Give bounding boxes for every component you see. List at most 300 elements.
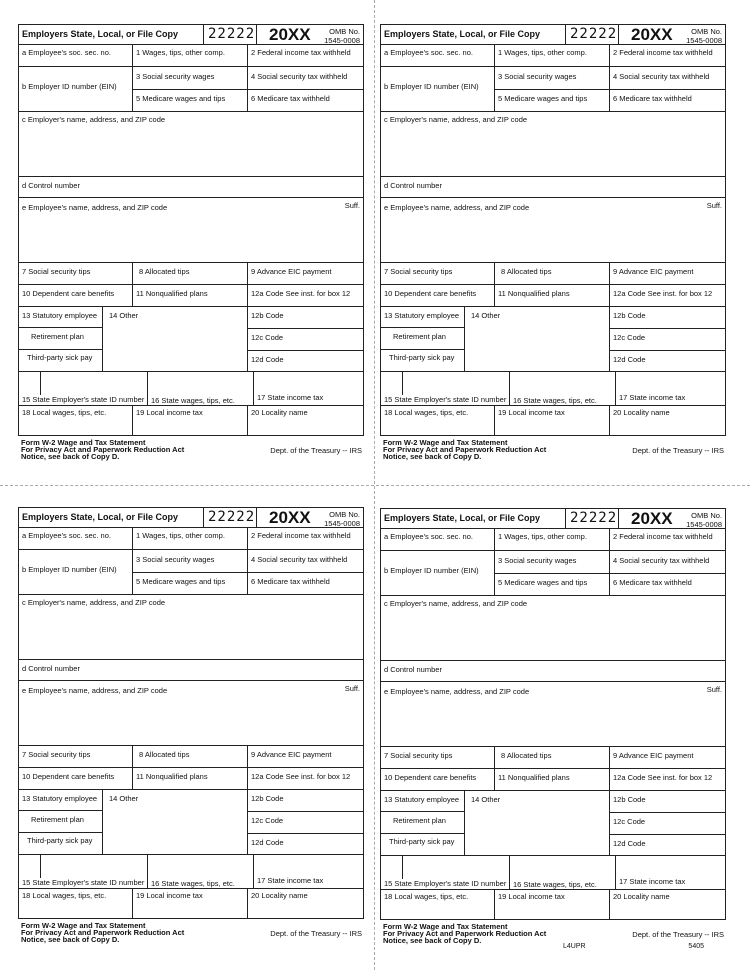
box-a[interactable] — [18, 527, 133, 550]
box-13-divider-2 — [18, 349, 103, 350]
omb-number — [686, 511, 722, 529]
box-12d[interactable] — [609, 350, 726, 372]
copy-d-notice: Notice, see back of Copy D. — [383, 452, 482, 461]
box-13-divider-2 — [380, 349, 465, 350]
dept-treasury-label: Dept. of the Treasury -- IRS — [270, 446, 362, 455]
form-name: Form W-2 Wage and Tax Statement — [383, 438, 508, 447]
box-12a[interactable] — [609, 284, 726, 307]
box-12c[interactable] — [247, 811, 364, 834]
year-box — [257, 24, 364, 45]
form-title: Employers State, Local, or File Copy — [22, 29, 179, 39]
box-6-label: 6 Medicare tax withheld — [251, 94, 330, 103]
box-11-label: 11 Nonqualified plans — [136, 289, 208, 298]
box-12a-label: 12a Code See inst. for box 12 — [613, 289, 713, 298]
box-19[interactable] — [132, 888, 248, 919]
box-d[interactable] — [18, 176, 364, 198]
box-7[interactable] — [380, 746, 495, 769]
box-18[interactable] — [18, 405, 133, 436]
box-17-label: 17 State income tax — [619, 877, 686, 886]
box-11[interactable] — [132, 767, 248, 790]
box-20[interactable] — [247, 405, 364, 436]
box-4[interactable] — [247, 549, 364, 573]
box-11[interactable] — [132, 284, 248, 307]
box-5-label: 5 Medicare wages and tips — [498, 578, 588, 587]
box-8[interactable] — [132, 262, 248, 285]
box-4[interactable] — [609, 550, 726, 574]
box-18[interactable] — [18, 888, 133, 919]
box-e[interactable] — [380, 197, 726, 263]
box-9[interactable] — [609, 746, 726, 769]
box-13-divider-1 — [380, 327, 465, 328]
box-9-label: 9 Advance EIC payment — [251, 750, 332, 759]
box-19[interactable] — [494, 405, 610, 436]
w2-form-bottom-right — [380, 508, 726, 950]
box-20-label: 20 Locality name — [613, 892, 670, 901]
box-d-label: d Control number — [22, 664, 80, 673]
box-2-label: 2 Federal income tax withheld — [613, 532, 713, 541]
box-13-divider-1 — [18, 810, 103, 811]
year-box — [257, 507, 364, 528]
box-12a[interactable] — [247, 767, 364, 790]
box-13-divider-2 — [18, 832, 103, 833]
box-2[interactable] — [247, 44, 364, 67]
box-12c-label: 12c Code — [251, 333, 284, 342]
box-12d-label: 12d Code — [251, 355, 284, 364]
box-1-label: 1 Wages, tips, other comp. — [136, 48, 225, 57]
box-6[interactable] — [609, 573, 726, 596]
box-7[interactable] — [18, 262, 133, 285]
copy-d-notice: Notice, see back of Copy D. — [21, 452, 120, 461]
box-7-label: 7 Social security tips — [384, 267, 453, 276]
retirement-plan-checkbox[interactable]: Retirement plan — [393, 816, 446, 825]
retirement-plan-checkbox[interactable]: Retirement plan — [31, 815, 84, 824]
box-d-label: d Control number — [384, 181, 442, 190]
box-14[interactable] — [464, 306, 610, 372]
box-b[interactable] — [380, 66, 495, 112]
box-9-label: 9 Advance EIC payment — [251, 267, 332, 276]
box-d[interactable] — [18, 659, 364, 681]
box-12b-label: 12b Code — [613, 795, 646, 804]
omb-value: 1545-0008 — [686, 36, 722, 45]
box-19[interactable] — [494, 889, 610, 920]
box-12c-label: 12c Code — [613, 333, 646, 342]
box-19-label: 19 Local income tax — [136, 408, 203, 417]
dept-treasury-label: Dept. of the Treasury -- IRS — [632, 930, 724, 939]
box-c[interactable] — [380, 111, 726, 177]
dept-treasury — [270, 923, 362, 941]
box-4-label: 4 Social security tax withheld — [251, 555, 348, 564]
box-7-label: 7 Social security tips — [22, 267, 91, 276]
statutory-employee-checkbox[interactable]: 13 Statutory employee — [384, 311, 460, 320]
box-13-divider-1 — [380, 811, 465, 812]
form-title-box — [18, 24, 204, 45]
box-11[interactable] — [494, 284, 610, 307]
omb-label: OMB No. — [329, 27, 360, 36]
box-2[interactable] — [609, 44, 726, 67]
box-16-label: 16 State wages, tips, etc. — [151, 396, 235, 405]
box-e[interactable] — [18, 197, 364, 263]
box-3[interactable] — [494, 66, 610, 90]
omb-number — [324, 510, 360, 528]
box-12d[interactable] — [247, 833, 364, 855]
box-14-label: 14 Other — [109, 311, 139, 320]
box-16[interactable] — [147, 854, 254, 889]
box-20-label: 20 Locality name — [613, 408, 670, 417]
box-19-label: 19 Local income tax — [498, 892, 565, 901]
box-15-label: 15 State Employer's state ID number — [22, 395, 145, 404]
box-16[interactable] — [509, 855, 616, 890]
box-b[interactable] — [18, 549, 133, 595]
box-6-label: 6 Medicare tax withheld — [613, 578, 692, 587]
box-3-label: 3 Social security wages — [136, 555, 215, 564]
box-d-label: d Control number — [22, 181, 80, 190]
box-e[interactable] — [380, 681, 726, 747]
box-15[interactable] — [380, 371, 510, 406]
box-c-label: c Employer's name, address, and ZIP code — [384, 115, 528, 124]
box-15-divider — [40, 854, 41, 878]
tax-year: 20XX — [269, 508, 311, 527]
box-e[interactable] — [18, 680, 364, 746]
box-12b[interactable] — [247, 306, 364, 329]
box-19-label: 19 Local income tax — [498, 408, 565, 417]
box-c-label: c Employer's name, address, and ZIP code — [22, 598, 166, 607]
box-17[interactable] — [253, 854, 364, 889]
box-15-divider — [402, 371, 403, 395]
box-15[interactable] — [18, 854, 148, 889]
box-15-label: 15 State Employer's state ID number — [384, 879, 507, 888]
w2-form-top-left — [18, 24, 364, 461]
suffix-label: Suff. — [706, 201, 722, 210]
box-4-label: 4 Social security tax withheld — [613, 72, 710, 81]
retirement-plan-checkbox[interactable]: Retirement plan — [393, 332, 446, 341]
box-12a-label: 12a Code See inst. for box 12 — [251, 772, 351, 781]
box-9[interactable] — [609, 262, 726, 285]
form-title-box — [18, 507, 204, 528]
form-code: 22222 — [570, 26, 618, 42]
box-5[interactable] — [132, 572, 248, 595]
box-12a-label: 12a Code See inst. for box 12 — [613, 773, 713, 782]
dept-treasury-label: Dept. of the Treasury -- IRS — [632, 446, 724, 455]
box-20-label: 20 Locality name — [251, 408, 308, 417]
box-2[interactable] — [247, 527, 364, 550]
box-16-label: 16 State wages, tips, etc. — [513, 880, 597, 889]
box-1-label: 1 Wages, tips, other comp. — [136, 531, 225, 540]
box-d[interactable] — [380, 660, 726, 682]
statutory-employee-checkbox[interactable]: 13 Statutory employee — [22, 311, 98, 320]
box-15-label: 15 State Employer's state ID number — [384, 395, 507, 404]
box-5-label: 5 Medicare wages and tips — [498, 94, 588, 103]
box-16-label: 16 State wages, tips, etc. — [513, 396, 597, 405]
third-party-sick-pay-checkbox[interactable]: Third-party sick pay — [389, 837, 455, 846]
page-number-label: 5405 — [688, 943, 704, 950]
box-e-label: e Employee's name, address, and ZIP code — [22, 686, 168, 695]
box-11-label: 11 Nonqualified plans — [498, 289, 570, 298]
omb-number — [686, 27, 722, 45]
box-e-label: e Employee's name, address, and ZIP code — [384, 203, 530, 212]
box-9[interactable] — [247, 262, 364, 285]
box-5-label: 5 Medicare wages and tips — [136, 577, 226, 586]
box-14[interactable] — [464, 790, 610, 856]
tax-year: 20XX — [631, 509, 673, 528]
box-13[interactable] — [18, 789, 103, 855]
box-5[interactable] — [494, 573, 610, 596]
box-b-label: b Employer ID number (EIN) — [384, 566, 479, 575]
form-code: 22222 — [208, 26, 256, 42]
box-18-label: 18 Local wages, tips, etc. — [384, 408, 469, 417]
box-1-label: 1 Wages, tips, other comp. — [498, 48, 587, 57]
box-10[interactable] — [380, 284, 495, 307]
box-12c[interactable] — [609, 328, 726, 351]
box-8-label: 8 Allocated tips — [139, 267, 190, 276]
box-13-divider-1 — [18, 327, 103, 328]
tax-year: 20XX — [269, 25, 311, 44]
box-1[interactable] — [494, 44, 610, 67]
box-4-label: 4 Social security tax withheld — [613, 556, 710, 565]
box-3[interactable] — [494, 550, 610, 574]
omb-value: 1545-0008 — [324, 36, 360, 45]
box-5[interactable] — [132, 89, 248, 112]
box-20-label: 20 Locality name — [251, 891, 308, 900]
omb-label: OMB No. — [691, 511, 722, 520]
box-9[interactable] — [247, 745, 364, 768]
box-3-label: 3 Social security wages — [498, 72, 577, 81]
box-17[interactable] — [253, 371, 364, 406]
copy-d-notice: Notice, see back of Copy D. — [21, 935, 120, 944]
privacy-notice: For Privacy Act and Paperwork Reduction Act — [21, 445, 185, 454]
form-code-box — [565, 508, 619, 529]
box-10[interactable] — [380, 768, 495, 791]
box-6-label: 6 Medicare tax withheld — [613, 94, 692, 103]
year-box — [619, 24, 726, 45]
box-d-label: d Control number — [384, 665, 442, 674]
box-13[interactable] — [380, 790, 465, 856]
box-19-label: 19 Local income tax — [136, 891, 203, 900]
dept-treasury — [632, 440, 724, 458]
page-number — [688, 935, 704, 953]
box-10-label: 10 Dependent care benefits — [22, 289, 115, 298]
box-17[interactable] — [615, 855, 726, 890]
horizontal-cut-line — [0, 485, 750, 486]
box-2-label: 2 Federal income tax withheld — [251, 48, 351, 57]
box-12a[interactable] — [247, 284, 364, 307]
box-b[interactable] — [18, 66, 133, 112]
box-10-label: 10 Dependent care benefits — [22, 772, 115, 781]
privacy-notice: For Privacy Act and Paperwork Reduction Act — [383, 929, 547, 938]
box-a[interactable] — [380, 528, 495, 551]
box-14[interactable] — [102, 789, 248, 855]
privacy-notice: For Privacy Act and Paperwork Reduction Act — [21, 928, 185, 937]
box-4[interactable] — [247, 66, 364, 90]
privacy-notice: For Privacy Act and Paperwork Reduction Act — [383, 445, 547, 454]
box-3[interactable] — [132, 66, 248, 90]
form-footer — [21, 922, 241, 942]
dept-treasury — [270, 440, 362, 458]
box-12c-label: 12c Code — [251, 816, 284, 825]
form-code-box — [203, 24, 257, 45]
omb-label: OMB No. — [329, 510, 360, 519]
box-9-label: 9 Advance EIC payment — [613, 267, 694, 276]
statutory-employee-checkbox[interactable]: 13 Statutory employee — [22, 794, 98, 803]
w2-form-bottom-left — [18, 507, 364, 944]
box-10-label: 10 Dependent care benefits — [384, 773, 477, 782]
form-footer — [383, 439, 603, 459]
box-15[interactable] — [18, 371, 148, 406]
box-d[interactable] — [380, 176, 726, 198]
box-a-label: a Employee's soc. sec. no. — [22, 48, 111, 57]
box-14-label: 14 Other — [109, 794, 139, 803]
box-4-label: 4 Social security tax withheld — [251, 72, 348, 81]
w2-form-top-right — [380, 24, 726, 461]
box-17[interactable] — [615, 371, 726, 406]
box-8-label: 8 Allocated tips — [139, 750, 190, 759]
suffix-label: Suff. — [344, 201, 360, 210]
box-20[interactable] — [609, 889, 726, 920]
box-a[interactable] — [380, 44, 495, 67]
omb-value: 1545-0008 — [686, 520, 722, 529]
box-20[interactable] — [247, 888, 364, 919]
box-11-label: 11 Nonqualified plans — [498, 773, 570, 782]
box-11[interactable] — [494, 768, 610, 791]
box-18[interactable] — [380, 405, 495, 436]
box-8-label: 8 Allocated tips — [501, 267, 552, 276]
form-name: Form W-2 Wage and Tax Statement — [21, 921, 146, 930]
box-12b[interactable] — [247, 789, 364, 812]
box-a-label: a Employee's soc. sec. no. — [384, 48, 473, 57]
box-c[interactable] — [18, 594, 364, 660]
form-code: 22222 — [208, 509, 256, 525]
box-e-label: e Employee's name, address, and ZIP code — [22, 203, 168, 212]
box-12d[interactable] — [609, 834, 726, 856]
form-footer — [21, 439, 241, 459]
third-party-sick-pay-checkbox[interactable]: Third-party sick pay — [27, 836, 93, 845]
box-3-label: 3 Social security wages — [498, 556, 577, 565]
box-12c[interactable] — [247, 328, 364, 351]
page-code-label: L4UPR — [563, 943, 586, 950]
box-2-label: 2 Federal income tax withheld — [251, 531, 351, 540]
box-c[interactable] — [380, 595, 726, 661]
tax-year: 20XX — [631, 25, 673, 44]
box-12a[interactable] — [609, 768, 726, 791]
box-1[interactable] — [132, 44, 248, 67]
box-12b[interactable] — [609, 790, 726, 813]
box-c-label: c Employer's name, address, and ZIP code — [22, 115, 166, 124]
form-code-box — [565, 24, 619, 45]
box-12c-label: 12c Code — [613, 817, 646, 826]
box-15-divider — [40, 371, 41, 395]
box-12c[interactable] — [609, 812, 726, 835]
form-code: 22222 — [570, 510, 618, 526]
box-6[interactable] — [247, 572, 364, 595]
form-title-box — [380, 24, 566, 45]
box-13[interactable] — [18, 306, 103, 372]
box-b-label: b Employer ID number (EIN) — [22, 82, 117, 91]
box-18-label: 18 Local wages, tips, etc. — [22, 891, 107, 900]
box-16[interactable] — [147, 371, 254, 406]
box-8[interactable] — [132, 745, 248, 768]
box-b-label: b Employer ID number (EIN) — [22, 565, 117, 574]
box-a-label: a Employee's soc. sec. no. — [384, 532, 473, 541]
box-4[interactable] — [609, 66, 726, 90]
dept-treasury-label: Dept. of the Treasury -- IRS — [270, 929, 362, 938]
omb-number — [324, 27, 360, 45]
box-1-label: 1 Wages, tips, other comp. — [498, 532, 587, 541]
page-code — [563, 935, 586, 953]
box-17-label: 17 State income tax — [257, 393, 324, 402]
form-title-box — [380, 508, 566, 529]
box-10[interactable] — [18, 284, 133, 307]
form-title: Employers State, Local, or File Copy — [384, 29, 541, 39]
box-c-label: c Employer's name, address, and ZIP code — [384, 599, 528, 608]
omb-value: 1545-0008 — [324, 519, 360, 528]
box-7[interactable] — [18, 745, 133, 768]
box-6[interactable] — [609, 89, 726, 112]
box-17-label: 17 State income tax — [619, 393, 686, 402]
statutory-employee-checkbox[interactable]: 13 Statutory employee — [384, 795, 460, 804]
third-party-sick-pay-checkbox[interactable]: Third-party sick pay — [389, 353, 455, 362]
box-12a-label: 12a Code See inst. for box 12 — [251, 289, 351, 298]
box-1[interactable] — [494, 528, 610, 551]
box-9-label: 9 Advance EIC payment — [613, 751, 694, 760]
box-13[interactable] — [380, 306, 465, 372]
box-c[interactable] — [18, 111, 364, 177]
box-a[interactable] — [18, 44, 133, 67]
box-8-label: 8 Allocated tips — [501, 751, 552, 760]
form-title: Employers State, Local, or File Copy — [22, 512, 179, 522]
box-b[interactable] — [380, 550, 495, 596]
box-15-label: 15 State Employer's state ID number — [22, 878, 145, 887]
box-19[interactable] — [132, 405, 248, 436]
box-3-label: 3 Social security wages — [136, 72, 215, 81]
box-14-label: 14 Other — [471, 311, 501, 320]
box-12d-label: 12d Code — [613, 355, 646, 364]
box-8[interactable] — [494, 262, 610, 285]
omb-label: OMB No. — [691, 27, 722, 36]
box-5-label: 5 Medicare wages and tips — [136, 94, 226, 103]
form-title: Employers State, Local, or File Copy — [384, 513, 541, 523]
box-7-label: 7 Social security tips — [384, 751, 453, 760]
box-7-label: 7 Social security tips — [22, 750, 91, 759]
box-1[interactable] — [132, 527, 248, 550]
box-12b[interactable] — [609, 306, 726, 329]
box-6[interactable] — [247, 89, 364, 112]
form-code-box — [203, 507, 257, 528]
box-15[interactable] — [380, 855, 510, 890]
box-15-divider — [402, 855, 403, 879]
third-party-sick-pay-checkbox[interactable]: Third-party sick pay — [27, 353, 93, 362]
box-18[interactable] — [380, 889, 495, 920]
box-7[interactable] — [380, 262, 495, 285]
box-10-label: 10 Dependent care benefits — [384, 289, 477, 298]
box-8[interactable] — [494, 746, 610, 769]
box-2-label: 2 Federal income tax withheld — [613, 48, 713, 57]
box-3[interactable] — [132, 549, 248, 573]
box-16[interactable] — [509, 371, 616, 406]
box-16-label: 16 State wages, tips, etc. — [151, 879, 235, 888]
box-17-label: 17 State income tax — [257, 876, 324, 885]
box-12b-label: 12b Code — [251, 794, 284, 803]
box-2[interactable] — [609, 528, 726, 551]
box-12d[interactable] — [247, 350, 364, 372]
box-b-label: b Employer ID number (EIN) — [384, 82, 479, 91]
retirement-plan-checkbox[interactable]: Retirement plan — [31, 332, 84, 341]
box-13-divider-2 — [380, 833, 465, 834]
box-10[interactable] — [18, 767, 133, 790]
box-20[interactable] — [609, 405, 726, 436]
box-5[interactable] — [494, 89, 610, 112]
box-14[interactable] — [102, 306, 248, 372]
box-12d-label: 12d Code — [251, 838, 284, 847]
dept-treasury — [632, 924, 724, 942]
